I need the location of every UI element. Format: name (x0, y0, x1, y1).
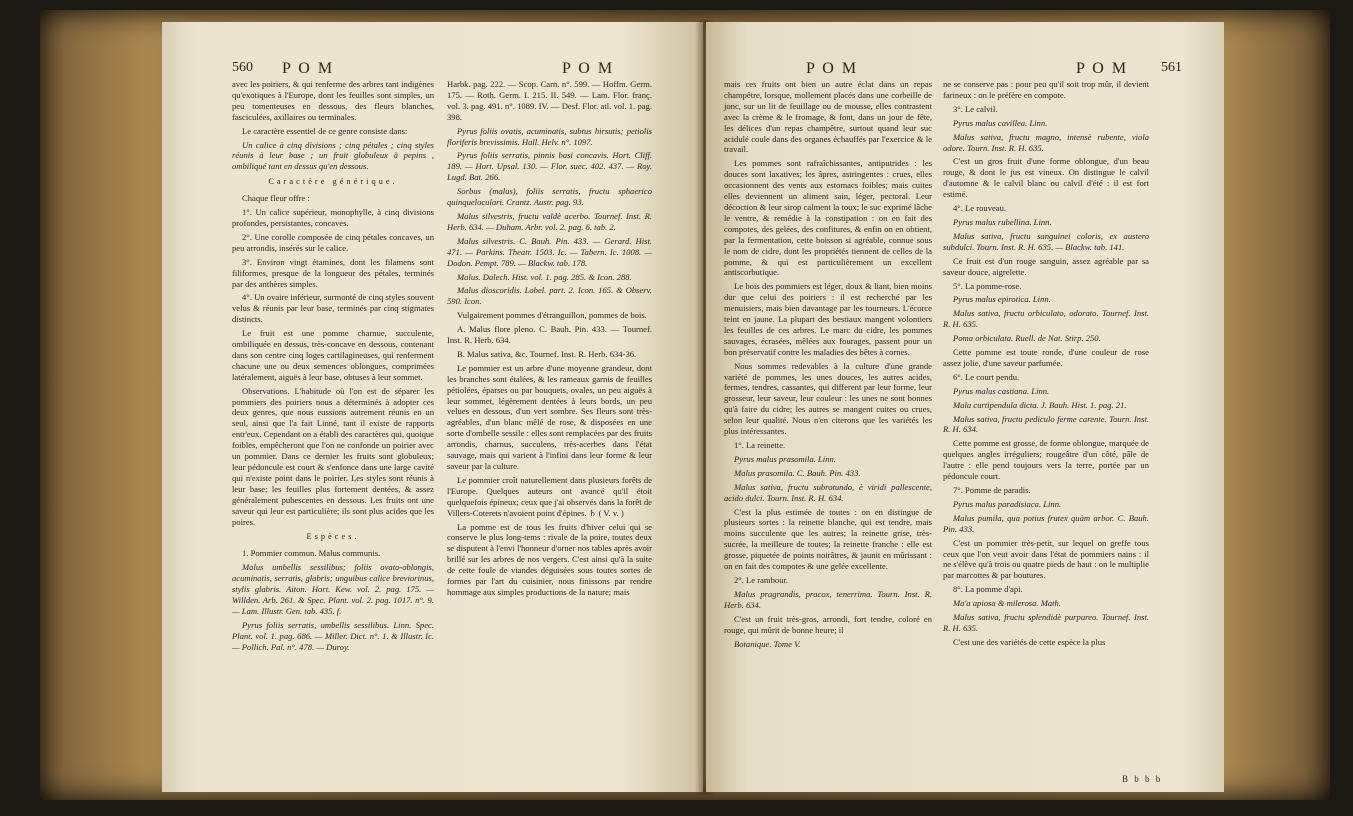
paragraph: Malus. Dalech. Hist. vol. 1. pag. 285. & Icon. 288. (457, 271, 632, 282)
right-page (706, 22, 1224, 792)
paragraph: Malus sativa, fructu splendidè purpureo. Tournef. Inst. R. H. 635. (943, 612, 1149, 633)
paragraph: Malus sativa, fructu magno, intensè rubente, viola odore. Tourn. Inst. R. H. 635. (943, 131, 1149, 153)
paragraph: Le bois des pommiers est léger, doux & liant, bien moins dur que celui des poiriers : il est recherché par les menuisiers, mais bien davantage par les tourneurs. L'écorce teint en jaune. La plupart des bestiaux mangent volontiers les feuilles de ces arbres. Le marc du cidre, les pommes sauvages, écrasées, mêlées aux fourages, passent pour un bon préservatif contre les maladies des bêtes à cornes. (724, 281, 932, 357)
paragraph: C'est un gros fruit d'une forme oblongue, d'un beau rouge, & dont le jus est vineux. On distingue le calvil d'automne & le calvil blanc ou calvil d'été : il est fort estimé. (943, 156, 1149, 200)
paragraph: Les pommes sont rafraîchissantes, antiputrides : les douces sont laxatives; les âpres, astringentes : crues, elles occasionnent des vents aux estomacs foibles; mais cuites elles deviennent un aliment sain, léger, pectoral. Leur décoction & leur sirop calment la toux; le suc exprimé lâche le ventre, & remédie à la constipation : on en fait des compotes, des gelées, des confitures, & enfin on en obtient, par la fermentation, cette boisson si agréable, connue sous le nom de cidre, dont les propriétés tiennent de celles de la pomme, & qui est particulièrement un excellent antiscorbutique. (724, 158, 932, 278)
paragraph: Mala curtipendula dicta. J. Bauh. Hist. 1. pag. 21. (953, 399, 1127, 410)
paragraph: Le fruit est une pomme charnue, succulente, ombiliquée en dessus, très-concave en dessous, contenant dans son centre cinq loges cartilagineuses, qui renferment chacune une ou deux semences oblongues, comprimées latéralement, aiguës à leur base, obtuses à leur sommet. (232, 328, 434, 382)
paragraph: Pyrus foliis serratis, umbellis sessilibus. Linn. Spec. Plant. vol. 1. pag. 686. — Miller. Dict. n°. 1. & Illustr. Ic. — Pollich. Pal. n°. 478. — Duroy. (232, 619, 434, 652)
paragraph: Pyrus malus paradisiaca. Linn. (953, 498, 1062, 509)
running-head-right-col2: P O M (1076, 60, 1129, 77)
paragraph: Pyrus foliis serratis, pinnis basi concavis. Hort. Cliff. 189. — Hort. Upsal. 130. — Flor. suec. 402. 437. — Roy. Lugd. Bat. 266. (447, 150, 652, 183)
paragraph: Vulgairement pommes d'étranguillon, pommes de bois. (457, 310, 647, 321)
paragraph: mais ces fruits ont bien un autre éclat dans un repas champêtre, lorsque, mollement placés dans une corbeille de jonc, sur un lit de feuillage ou de mousse, elles contrastent avec la crème & le fromage, & font, dans un jour de fête, les délices d'un repas champêtre, surtout quand leur suc acidulé coule dans des organes échauffés par l'exercice & le travail. (724, 79, 932, 155)
paragraph: Malus sativa, fructu pediculo ferme carente. Tourn. Inst. R. H. 634. (943, 413, 1149, 435)
paragraph: Chaque fleur offre : (242, 193, 310, 204)
paragraph: Ma'a apiosa & milerosa. Math. (953, 598, 1061, 609)
paragraph: Cette pomme est grosse, de forme oblongue, marquée de quelques angles irréguliers; rougeâtre d'un côté, pâle de l'autre : elle pend toujours vers la terre, portée par un pédoncule court. (943, 438, 1149, 482)
paragraph: 1. Pommier commun. Malus communis. (242, 548, 381, 559)
paragraph: 2°. Une corolle composée de cinq pétales concaves, un peu arrondis, insérés sur le calice. (232, 231, 434, 253)
paragraph: Pyrus malus rubellina. Linn. (953, 216, 1052, 227)
paragraph: Pyrus malus castiana. Linn. (953, 385, 1050, 396)
paragraph: 3°. Le calvil. (953, 103, 998, 114)
page-number-right: 561 (1161, 60, 1182, 75)
paragraph: Malus silvestris. C. Bauh. Pin. 433. — Gerard. Hist. 471. — Parkins. Theatr. 1503. Ic. — Tabern. Ic. 1008. — Dodon. Pempt. 789. — Blackw. tab. 178. (447, 235, 652, 268)
left-page-column-2 (447, 79, 652, 601)
paragraph: Le pommier croît naturellement dans plusieurs forêts de l'Europe. Quelques auteurs ont avancé qu'il étoit quelquefois épineux; ceux que j'ai observés dans la forêt de Villers-Coterets n'avoient point d'épines. ♄ ( V. v. ) (447, 474, 652, 518)
paragraph: Un calice à cinq divisions ; cinq pétales ; cinq styles réunis à leur base ; un fruit globuleux à pepins , ombiliqué tant en dessus qu'en dessous. (232, 139, 434, 172)
paragraph: Malus silvestris, fructu valdè acerbo. Tournef. Inst. R. Herb. 634. — Duham. Arbr. vol. 2. pag. 6. tab. 2. (447, 210, 652, 232)
paragraph: Sorbus (malus), foliis serratis, fructu sphaerico quinqueloculari. Crantz. Austr. pag. 93. (447, 186, 652, 208)
paragraph: Malus umbellis sessilibus; foliis ovato-oblongis, acuminatis, serratis, glabris; unguibus calice breviorinus, stylis glabris. Aiton. Hort. Kew. vol. 2. pag. 175. — Willden. Arb. 261. & Spec. Plant. vol. 2. pag. 1017. n°. 9. — Lam. Illustr. Gen. tab. 435. f. (232, 562, 434, 616)
paragraph: Ce fruit est d'un rouge sanguin, assez agréable par sa saveur douce, aigrelette. (943, 255, 1149, 277)
paragraph: 4°. Le rouveau. (953, 203, 1007, 214)
paragraph: C'est un fruit très-gros, arrondi, fort tendre, coloré en rouge, qui mûrit de bonne heure; il (724, 613, 932, 635)
paragraph: Malus sativa, fructu sanguinei coloris, ex austero subdulci. Tourn. Inst. R. H. 635. — Blackw. tab. 141. (943, 230, 1149, 252)
paragraph: avec les poiriers, & qui renferme des arbres tant indigènes qu'exotiques à l'Europe, dont les feuilles sont simples, un peu tomenteuses en dessous, des fleurs blanches, fasciculées, axillaires ou terminales. (232, 79, 434, 122)
paragraph: 3°. Environ vingt étamines, dont les filamens sont filiformes, presque de la longueur des pétales, terminés par des anthères simples. (232, 256, 434, 289)
paragraph: Harbk. pag. 222. — Scop. Carn. n°. 599. — Hoffm. Germ. 175. — Roth. Germ. I. 215. II. 549. — Lam. Flor. franç. vol. 3. pag. 491. n°. 1089. IV. — Desf. Flor. atl. vol. 1. pag. 398. (447, 79, 652, 122)
paragraph: Malus dioscoridis. Lobel. part. 2. Icon. 165. & Observ. 590. Icon. (447, 285, 652, 307)
paragraph: Observations. L'habitude où l'on est de séparer les pommiers des poiriers nous a déterminés à adopter ces deux genres, que nous eussions autrement réunis en un seul, ainsi que l'a fait Linné, tant il existe de rapports entr'eux. Cependant on a établi des caractères qui, quoique foibles, empêcheront que l'on ne confonde un poirier avec un pommier. Dans ce dernier les fruits sont globuleux; leur pédoncule est court & s'enfonce dans une large cavité qui n'existe point dans le poirier. Les styles sont réunis à leur base; les feuilles plus fortement dentées, & assez généralement pubescentes en dessous. Les fruits ont une saveur qui leur est particulière; ils sont plus acides que les poires. (232, 385, 434, 527)
paragraph: Botanique. Tome V. (734, 638, 801, 649)
paragraph: ne se conserve pas : pour peu qu'il soit trop mûr, il devient farineux : on le préfère en compote. (943, 79, 1149, 100)
left-page-column-1 (232, 79, 434, 656)
left-page (162, 22, 703, 792)
paragraph: 8°. La pomme d'api. (953, 584, 1023, 595)
paragraph: C'est un pommier très-petit, sur lequel on greffe tous ceux que l'on veut avoir dans l'état de pommiers nains : il ne s'élève qu'à trois ou quatre pieds de haut : on le multiplie par marcottes & par boutures. (943, 537, 1149, 581)
running-head-left-col1: P O M (282, 60, 335, 77)
paragraph: Malus prasomila. C. Bauh. Pin. 433. (734, 467, 861, 478)
paragraph: Pyrus malus epirotica. Linn. (953, 294, 1051, 305)
paragraph: Pyrus malus prasomila. Linn. (734, 453, 836, 464)
paragraph: Malus sativa, fructu orbiculato, odorato. Tournef. Inst. R. H. 635. (943, 308, 1149, 330)
paragraph: Poma orbiculata. Ruell. de Nat. Stirp. 250. (953, 333, 1101, 344)
paragraph: 2°. Le rambour. (734, 574, 789, 585)
running-head-left-col2: P O M (562, 60, 615, 77)
right-page-column-1 (724, 79, 932, 652)
paragraph: 6°. Le court pendu. (953, 371, 1020, 382)
paragraph: La pomme est de tous les fruits d'hiver celui qui se conserve le plus long-tems : rivale de la poire, toutes deux se disputent à l'envi l'honneur d'orner nos tables après avoir brillé sur les arbres de nos vergers. C'est ainsi qu'à la suite de cette foule de viandes déguisées sous toutes sortes de formes par l'art du cuisinier, nous finissons par rendre hommage aux simples productions de la nature; mais (447, 521, 652, 597)
signature-mark: B b b b (1122, 774, 1163, 784)
paragraph: Pyrus foliis ovatis, acuminatis, subtus hirsutis; petiolis floriferis brevissimis. Hall. Helv. n°. 1097. (447, 125, 652, 147)
paragraph: Pyrus malus cavillea. Linn. (953, 117, 1048, 128)
paragraph: Le pommier est un arbre d'une moyenne grandeur, dont les branches sont étalées, & les rameaux garnis de feuilles pétiolées, éparses ou par bouquets, ovales, un peu aiguës à leur sommet, légèrement dentées à leurs bords, un peu velues en dessous, d'un vert sombre. Ses fleurs sont très-agréables, d'un blanc mêlé de rose, & disposées en une sorte d'ombelle sessile : elles sont remplacées par des fruits arrondis, charnus, succulens, très-acerbes dans l'état sauvage, mais qui varient à l'infini dans leur forme & leur saveur par la culture. (447, 362, 652, 471)
paragraph: 7°. Pomme de paradis. (953, 485, 1031, 495)
paragraph: Nous sommes redevables à la culture d'une grande variété de pommes, les unes douces, les autres acides, fermes, tendres, cassantes, qui different par leur forme, leur grosseur, leur saveur, leur couleur : les unes ne sont bonnes qu'à faire du cidre; les autres se mangent cuites ou crues, selon leur qualité. Nous n'en citerons que les variétés les plus intéressantes. (724, 360, 932, 437)
paragraph: Cette pomme est toute ronde, d'une couleur de rose assez jolie, d'une saveur parfumée. (943, 347, 1149, 368)
paragraph: Caractère générique. (268, 177, 398, 187)
right-page-column-2 (943, 79, 1149, 651)
paragraph: Espèces. (306, 532, 360, 542)
paragraph: B. Malus sativa, &c. Tournef. Inst. R. Herb. 634-36. (457, 348, 637, 359)
paragraph: Malus pragrandis, pracox, tenerrima. Tourn. Inst. R. Herb. 634. (724, 588, 932, 610)
paragraph: Malus sativa, fructu subrotundo, è viridi pallescente, acido dulci. Tourn. Inst. R. H. 634. (724, 481, 932, 503)
paragraph: Malus pumila, qua potius frutex quàm arbor. C. Bauh. Pin. 433. (943, 512, 1149, 534)
paragraph: 5°. La pomme-rose. (953, 280, 1022, 291)
paragraph: 1°. Un calice supérieur, monophylle, à cinq divisions profondes, persistantes, concaves. (232, 207, 434, 228)
paragraph: 1°. La reinette. (734, 440, 786, 450)
page-number-left: 560 (232, 60, 253, 75)
running-head-right-col1: P O M (806, 60, 859, 77)
paragraph: C'est une des variétés de cette espèce la plus (953, 636, 1106, 647)
paragraph: Le caractère essentiel de ce genre consiste dans: (242, 125, 408, 136)
paragraph: C'est la plus estimée de toutes : on en distingue de plusieurs sortes : la reinette blanche, qui est tendre, mais moins succulente que les autres; la reinette grise, très-sucrée, la meilleure de toutes; la reinette franche : elle est grosse, piquetée de points noirâtres, & jaunit en mûrissant : on en fait des compotes & une gelée excellente. (724, 506, 932, 572)
paragraph: 4°. Un ovaire inférieur, surmonté de cinq styles souvent velus & réunis par leur base, terminés par cinq stigmates distincts. (232, 292, 434, 325)
paragraph: A. Malus flore pleno. C. Bauh. Pin. 433. — Tournef. Inst. R. Herb. 634. (447, 324, 652, 346)
